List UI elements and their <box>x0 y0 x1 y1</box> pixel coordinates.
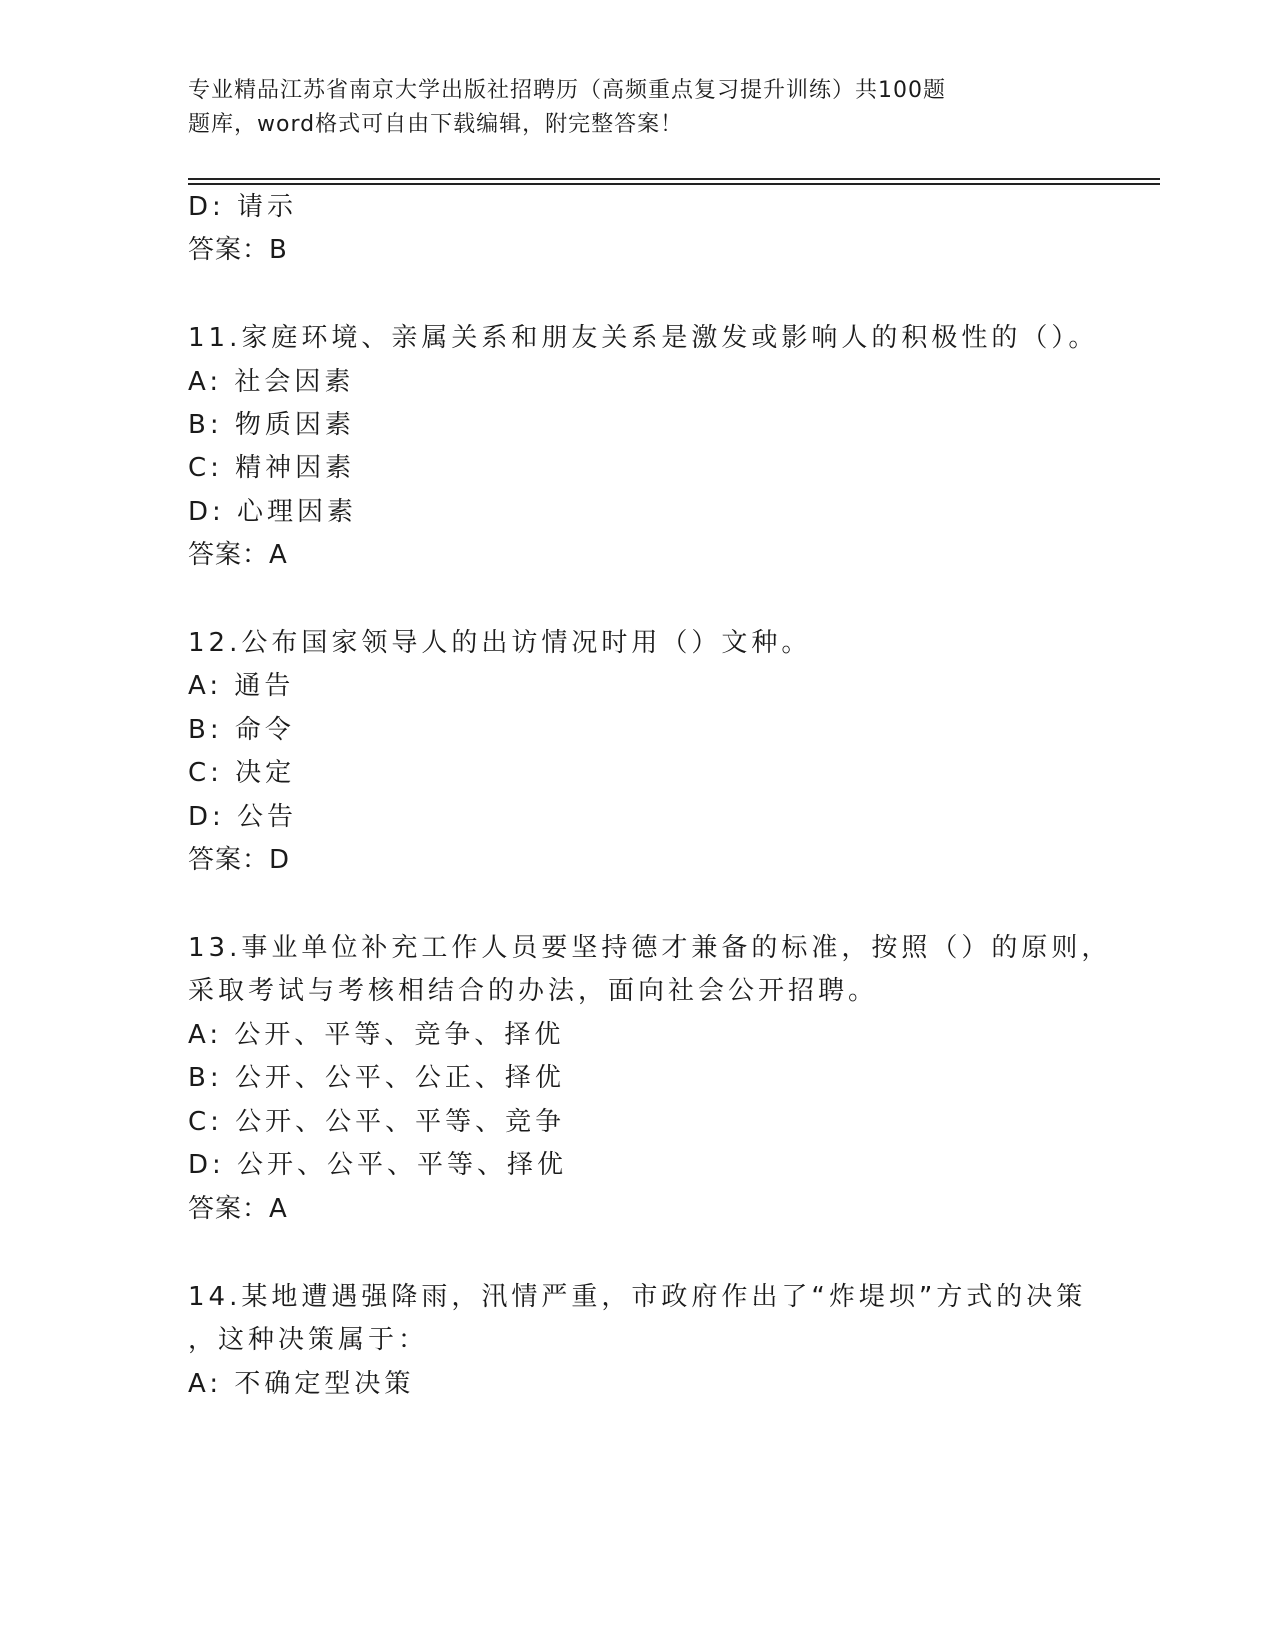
document-header <box>188 74 1048 142</box>
option-c: C: 公开、公平、平等、竞争 <box>188 1107 566 1137</box>
header-divider-bottom <box>188 183 1160 185</box>
question-stem: 11.家庭环境、亲属关系和朋友关系是激发或影响人的积极性的（）。 <box>188 323 1099 353</box>
option-c: C: 决定 <box>188 758 296 788</box>
question-stem: 13.事业单位补充工作人员要坚持德才兼备的标准，按照（）的原则， <box>188 933 1112 963</box>
header-title-line-1: 专业精品江苏省南京大学出版社招聘历（高频重点复习提升训练）共100题 <box>188 78 946 103</box>
answer-line: 答案：A <box>188 540 288 570</box>
option-b: B: 物质因素 <box>188 410 355 440</box>
option-a: A: 不确定型决策 <box>188 1369 415 1399</box>
option-c: C: 精神因素 <box>188 453 356 483</box>
answer-line: 答案：B <box>188 235 288 265</box>
answer-line: 答案：A <box>188 1194 288 1224</box>
option-b: B: 命令 <box>188 715 295 745</box>
header-divider-top <box>188 178 1160 180</box>
option-d: D: 心理因素 <box>188 497 358 527</box>
option-a: A: 社会因素 <box>188 367 355 397</box>
question-stem-continued: ，这种决策属于： <box>188 1325 429 1355</box>
option-a: A: 通告 <box>188 671 295 701</box>
question-stem: 12.公布国家领导人的出访情况时用（）文种。 <box>188 628 812 658</box>
option-a: A: 公开、平等、竞争、择优 <box>188 1020 565 1050</box>
option-d: D: 公告 <box>188 802 298 832</box>
answer-line: 答案：D <box>188 845 291 875</box>
option-d: D: 公开、公平、平等、择优 <box>188 1150 568 1180</box>
question-stem-continued: 采取考试与考核相结合的办法，面向社会公开招聘。 <box>188 976 879 1006</box>
option-b: B: 公开、公平、公正、择优 <box>188 1063 565 1093</box>
option-d: D: 请示 <box>188 192 298 222</box>
header-title-line-2: 题库，word格式可自由下载编辑，附完整答案！ <box>188 112 684 137</box>
question-stem: 14.某地遭遇强降雨，汛情严重，市政府作出了“炸堤坝”方式的决策 <box>188 1282 1087 1312</box>
